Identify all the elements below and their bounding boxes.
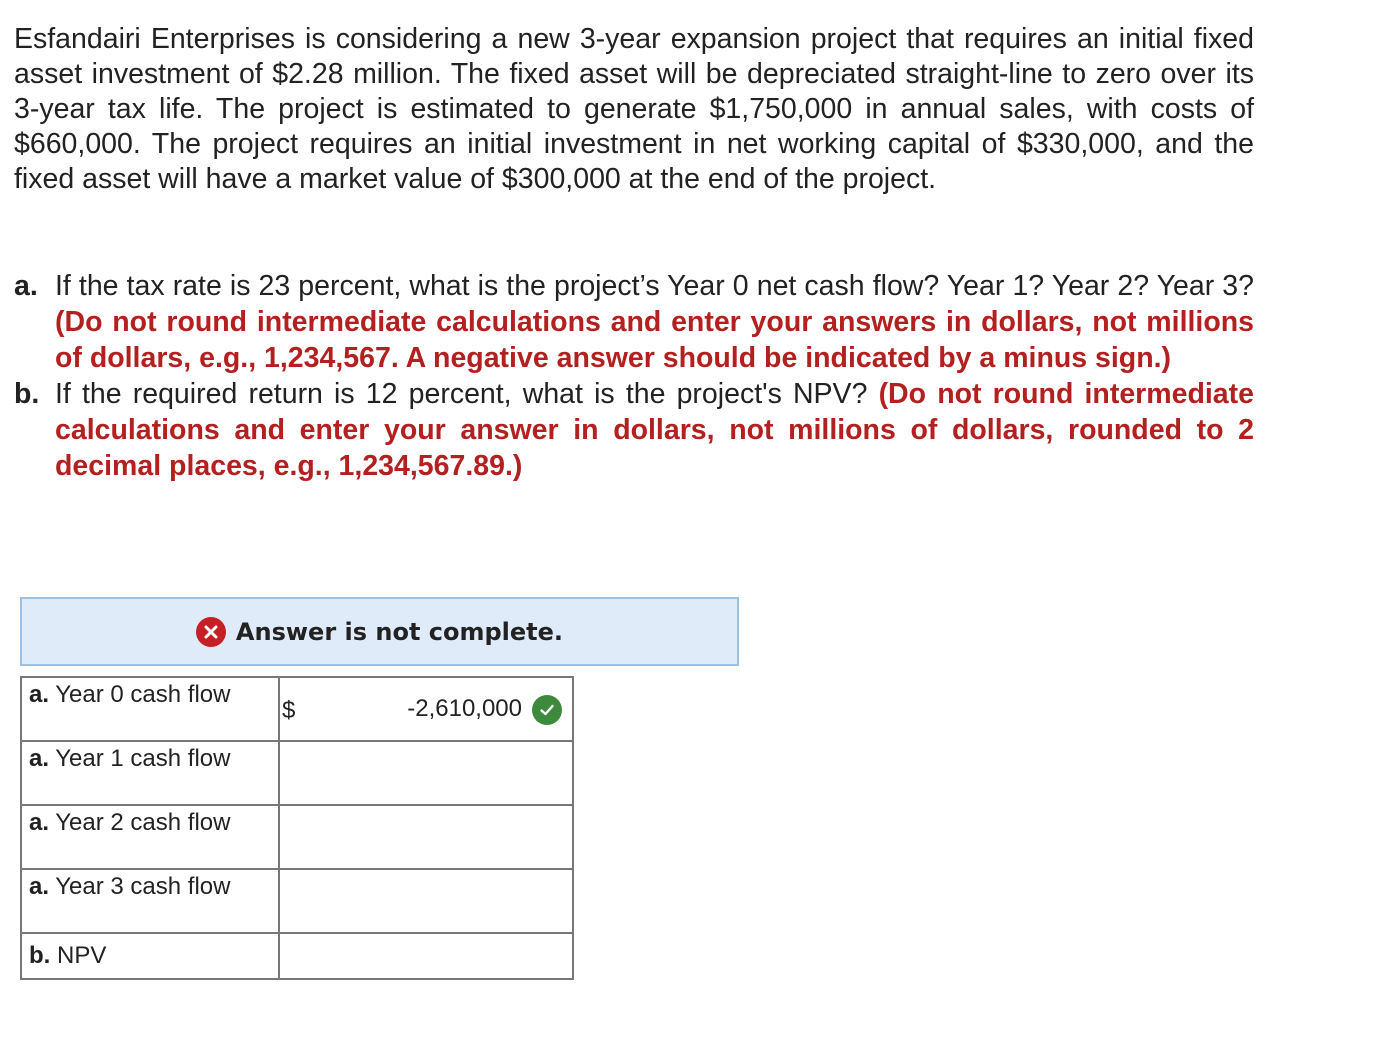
- answer-label-letter: b.: [29, 942, 51, 969]
- answer-value[interactable]: -2,610,000: [407, 695, 522, 722]
- currency-symbol: $: [282, 697, 296, 724]
- npv-input[interactable]: [279, 933, 573, 979]
- answer-label-letter: a.: [29, 873, 50, 900]
- answer-label-text: Year 1 cash flow: [49, 745, 231, 772]
- answer-label: [21, 805, 279, 869]
- year-0-cash-flow-input[interactable]: [279, 677, 573, 741]
- answer-status-text: Answer is not complete.: [235, 617, 564, 646]
- question-letter: a.: [14, 270, 38, 302]
- table-row: [21, 933, 573, 979]
- year-2-cash-flow-input[interactable]: [279, 805, 573, 869]
- x-circle-icon: [196, 617, 226, 647]
- answer-label-text: Year 2 cash flow: [49, 809, 231, 836]
- answer-table: [20, 676, 574, 980]
- answer-status-banner: [20, 597, 739, 666]
- answer-label-letter: a.: [29, 681, 50, 708]
- answer-label: [21, 869, 279, 933]
- answer-label-letter: a.: [29, 809, 50, 836]
- answer-label: [21, 741, 279, 805]
- check-circle-icon: [532, 695, 562, 725]
- answer-label-letter: a.: [29, 745, 50, 772]
- table-row: [21, 869, 573, 933]
- table-row: [21, 677, 573, 741]
- year-3-cash-flow-input[interactable]: [279, 869, 573, 933]
- question-b: [14, 376, 1254, 484]
- problem-intro: Esfandairi Enterprises is considering a new 3-year expansion project that requires an initial fixed asset investment of $2.28 million. The fixed asset will be depreciated straight-line to zero over its 3-year tax life. The project is estimated to generate $1,750,000 in annual sales, with costs of $660,000. The project requires an initial investment in net working capital of $330,000, and the fixed asset will have a market value of $300,000 at the end of the project.: [14, 23, 1254, 195]
- question-instruction: (Do not round intermediate calculations and enter your answers in dollars, not millions of dollars, e.g., 1,234,567. A negative answer should be indicated by a minus sign.): [55, 306, 1254, 374]
- year-1-cash-flow-input[interactable]: [279, 741, 573, 805]
- question-letter: b.: [14, 378, 40, 410]
- table-row: [21, 805, 573, 869]
- question-instruction: (Do not round intermediate calculations and enter your answer in dollars, not millions of dollars, rounded to 2 decimal places, e.g., 1,234,567.89.): [55, 378, 1254, 482]
- answer-label-text: NPV: [50, 942, 107, 969]
- question-a: [14, 268, 1254, 376]
- question-text: If the tax rate is 23 percent, what is the project’s Year 0 net cash flow? Year 1? Year 2? Year 3?: [55, 270, 1254, 302]
- table-row: [21, 741, 573, 805]
- question-list: [14, 268, 1254, 484]
- answer-label-text: Year 3 cash flow: [49, 873, 231, 900]
- answer-label-text: Year 0 cash flow: [49, 681, 231, 708]
- question-text: If the required return is 12 percent, what is the project's NPV?: [55, 378, 879, 410]
- answer-label: [21, 933, 279, 979]
- answer-label: [21, 677, 279, 741]
